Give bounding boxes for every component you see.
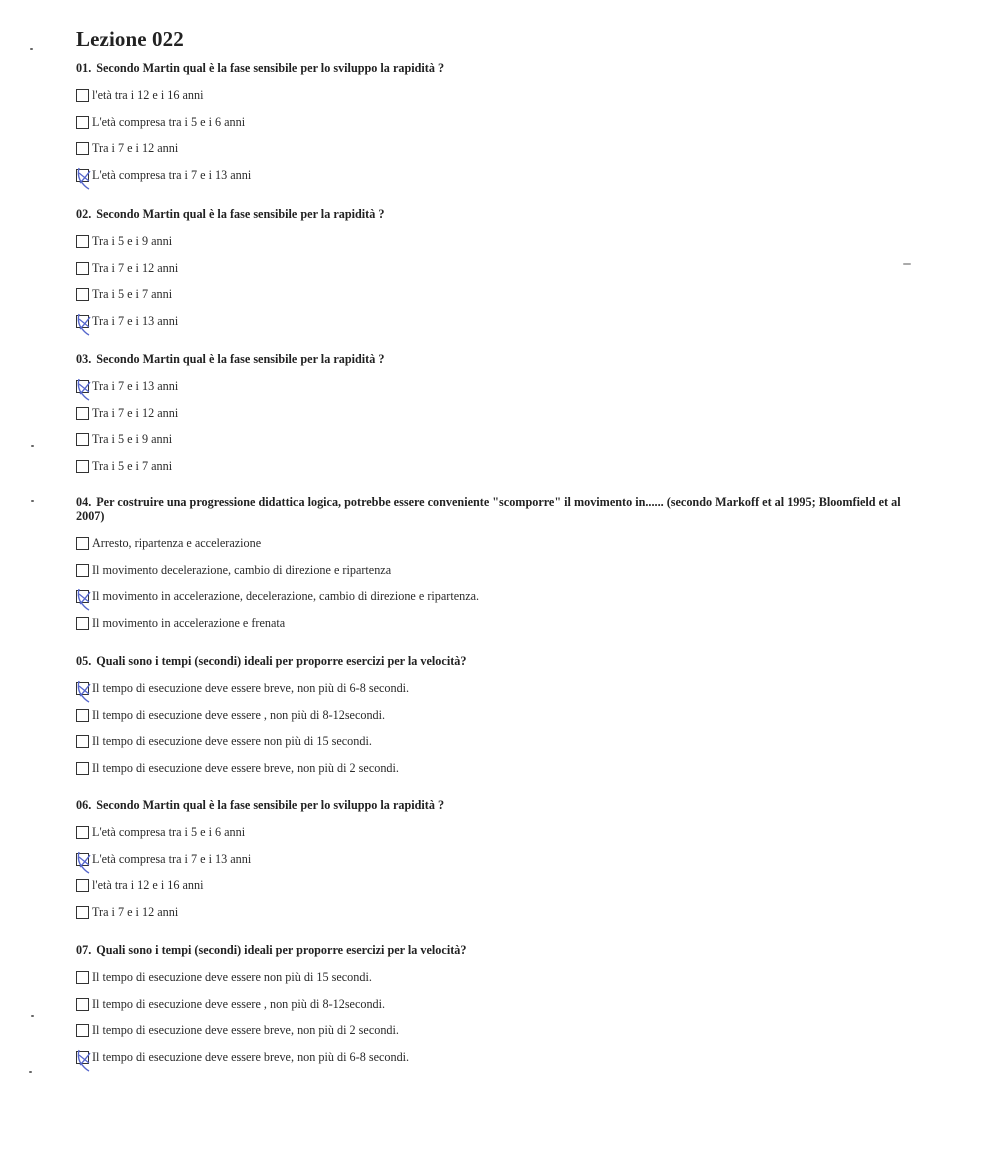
option-label: Il tempo di esecuzione deve essere breve, non più di 6-8 secondi. <box>92 680 410 695</box>
answer-option[interactable] <box>76 680 409 696</box>
option-label: Tra i 5 e i 9 anni <box>92 233 173 248</box>
checkbox[interactable] <box>76 971 89 984</box>
answer-option[interactable] <box>76 615 285 631</box>
checkbox[interactable] <box>76 709 89 722</box>
checkbox[interactable] <box>76 906 89 919</box>
question-text: Secondo Martin qual è la fase sensibile per la rapidità ? <box>96 352 385 366</box>
answer-option[interactable] <box>76 313 178 329</box>
scan-speck <box>31 1015 34 1017</box>
question-number: 06. <box>76 798 92 812</box>
checkbox[interactable] <box>76 998 89 1011</box>
checkbox[interactable] <box>76 142 89 155</box>
question-4 <box>76 495 916 523</box>
answer-option[interactable] <box>76 824 245 840</box>
question-2 <box>76 207 916 221</box>
option-label: Tra i 7 e i 13 anni <box>92 378 179 393</box>
option-label: Il tempo di esecuzione deve essere , non più di 8-12secondi. <box>92 996 386 1011</box>
checkbox[interactable] <box>76 879 89 892</box>
checkbox[interactable] <box>76 235 89 248</box>
option-label: Tra i 5 e i 7 anni <box>92 286 173 301</box>
checked-checkbox[interactable] <box>76 682 89 695</box>
answer-option[interactable] <box>76 431 172 447</box>
checkbox[interactable] <box>76 826 89 839</box>
question-number: 05. <box>76 654 92 668</box>
option-label: L'età compresa tra i 7 e i 13 anni <box>92 851 252 866</box>
checkbox[interactable] <box>76 735 89 748</box>
answer-option[interactable] <box>76 851 251 867</box>
answer-option[interactable] <box>76 233 172 249</box>
checkbox[interactable] <box>76 564 89 577</box>
checkbox[interactable] <box>76 460 89 473</box>
answer-option[interactable] <box>76 167 251 183</box>
question-number: 01. <box>76 61 92 75</box>
answer-option[interactable] <box>76 87 204 103</box>
checked-checkbox[interactable] <box>76 590 89 603</box>
answer-option[interactable] <box>76 140 178 156</box>
answer-option[interactable] <box>76 378 178 394</box>
checkbox[interactable] <box>76 407 89 420</box>
question-3 <box>76 352 916 366</box>
option-label: L'età compresa tra i 5 e i 6 anni <box>92 824 246 839</box>
checked-checkbox[interactable] <box>76 169 89 182</box>
question-number: 02. <box>76 207 92 221</box>
option-label: Il tempo di esecuzione deve essere breve, non più di 6-8 secondi. <box>92 1049 410 1064</box>
question-text: Secondo Martin qual è la fase sensibile per lo sviluppo la rapidità ? <box>96 798 445 812</box>
checkbox[interactable] <box>76 288 89 301</box>
question-text: Secondo Martin qual è la fase sensibile per lo sviluppo la rapidità ? <box>96 61 445 75</box>
checked-checkbox[interactable] <box>76 380 89 393</box>
scan-speck <box>31 500 34 502</box>
answer-option[interactable] <box>76 588 479 604</box>
question-1 <box>76 61 916 75</box>
handwritten-x-mark-icon <box>72 373 98 403</box>
question-number: 03. <box>76 352 92 366</box>
answer-option[interactable] <box>76 562 391 578</box>
checkbox[interactable] <box>76 1024 89 1037</box>
answer-option[interactable] <box>76 114 245 130</box>
answer-option[interactable] <box>76 260 178 276</box>
answer-option[interactable] <box>76 733 372 749</box>
question-7 <box>76 943 916 957</box>
answer-option[interactable] <box>76 877 204 893</box>
checkbox[interactable] <box>76 262 89 275</box>
question-text: Quali sono i tempi (secondi) ideali per proporre esercizi per la velocità? <box>96 654 467 668</box>
handwritten-x-mark-icon <box>72 583 98 613</box>
option-label: Tra i 7 e i 13 anni <box>92 313 179 328</box>
scan-speck <box>30 48 33 50</box>
handwritten-x-mark-icon <box>72 162 98 192</box>
answer-option[interactable] <box>76 458 172 474</box>
scan-speck <box>31 445 34 447</box>
answer-option[interactable] <box>76 707 385 723</box>
option-label: Il movimento in accelerazione e frenata <box>92 615 286 630</box>
answer-option[interactable] <box>76 969 372 985</box>
option-label: Tra i 7 e i 12 anni <box>92 140 179 155</box>
option-label: Tra i 7 e i 12 anni <box>92 405 179 420</box>
checkbox[interactable] <box>76 617 89 630</box>
answer-option[interactable] <box>76 535 261 551</box>
checkbox[interactable] <box>76 762 89 775</box>
option-label: L'età compresa tra i 7 e i 13 anni <box>92 167 252 182</box>
option-label: Il tempo di esecuzione deve essere non più di 15 secondi. <box>92 969 372 984</box>
question-number: 04. <box>76 495 92 509</box>
answer-option[interactable] <box>76 996 385 1012</box>
option-label: Tra i 7 e i 12 anni <box>92 260 179 275</box>
question-text: Secondo Martin qual è la fase sensibile per la rapidità ? <box>96 207 385 221</box>
option-label: Tra i 5 e i 7 anni <box>92 458 173 473</box>
handwritten-x-mark-icon <box>72 1044 98 1074</box>
checkbox[interactable] <box>76 537 89 550</box>
answer-option[interactable] <box>76 1049 409 1065</box>
option-label: Arresto, ripartenza e accelerazione <box>92 535 262 550</box>
checkbox[interactable] <box>76 89 89 102</box>
handwritten-x-mark-icon <box>72 308 98 338</box>
option-label: L'età compresa tra i 5 e i 6 anni <box>92 114 246 129</box>
question-6 <box>76 798 916 812</box>
handwritten-x-mark-icon <box>72 675 98 705</box>
checked-checkbox[interactable] <box>76 1051 89 1064</box>
option-label: Il tempo di esecuzione deve essere , non più di 8-12secondi. <box>92 707 386 722</box>
answer-option[interactable] <box>76 405 178 421</box>
option-label: Il tempo di esecuzione deve essere breve, non più di 2 secondi. <box>92 1022 399 1037</box>
question-number: 07. <box>76 943 92 957</box>
checkbox[interactable] <box>76 116 89 129</box>
scan-speck <box>903 263 911 265</box>
option-label: Il movimento decelerazione, cambio di direzione e ripartenza <box>92 562 392 577</box>
answer-option[interactable] <box>76 1022 399 1038</box>
question-text: Quali sono i tempi (secondi) ideali per proporre esercizi per la velocità? <box>96 943 467 957</box>
question-5 <box>76 654 916 668</box>
option-label: Il movimento in accelerazione, decelerazione, cambio di direzione e ripartenza. <box>92 588 480 603</box>
checkbox[interactable] <box>76 433 89 446</box>
option-label: Il tempo di esecuzione deve essere breve, non più di 2 secondi. <box>92 760 399 775</box>
option-label: l'età tra i 12 e i 16 anni <box>92 877 204 892</box>
option-label: Tra i 5 e i 9 anni <box>92 431 173 446</box>
answer-option[interactable] <box>76 760 399 776</box>
option-label: Il tempo di esecuzione deve essere non più di 15 secondi. <box>92 733 372 748</box>
scan-speck <box>29 1071 32 1073</box>
option-label: Tra i 7 e i 12 anni <box>92 904 179 919</box>
answer-option[interactable] <box>76 904 178 920</box>
answer-option[interactable] <box>76 286 172 302</box>
page-title: Lezione 022 <box>76 27 184 51</box>
checked-checkbox[interactable] <box>76 853 89 866</box>
option-label: l'età tra i 12 e i 16 anni <box>92 87 204 102</box>
handwritten-x-mark-icon <box>72 846 98 876</box>
checked-checkbox[interactable] <box>76 315 89 328</box>
question-text: Per costruire una progressione didattica logica, potrebbe essere conveniente "scomporre" il movimento in...... (secondo Markoff et al 1995; Bloomfield et al 2007) <box>76 495 901 523</box>
